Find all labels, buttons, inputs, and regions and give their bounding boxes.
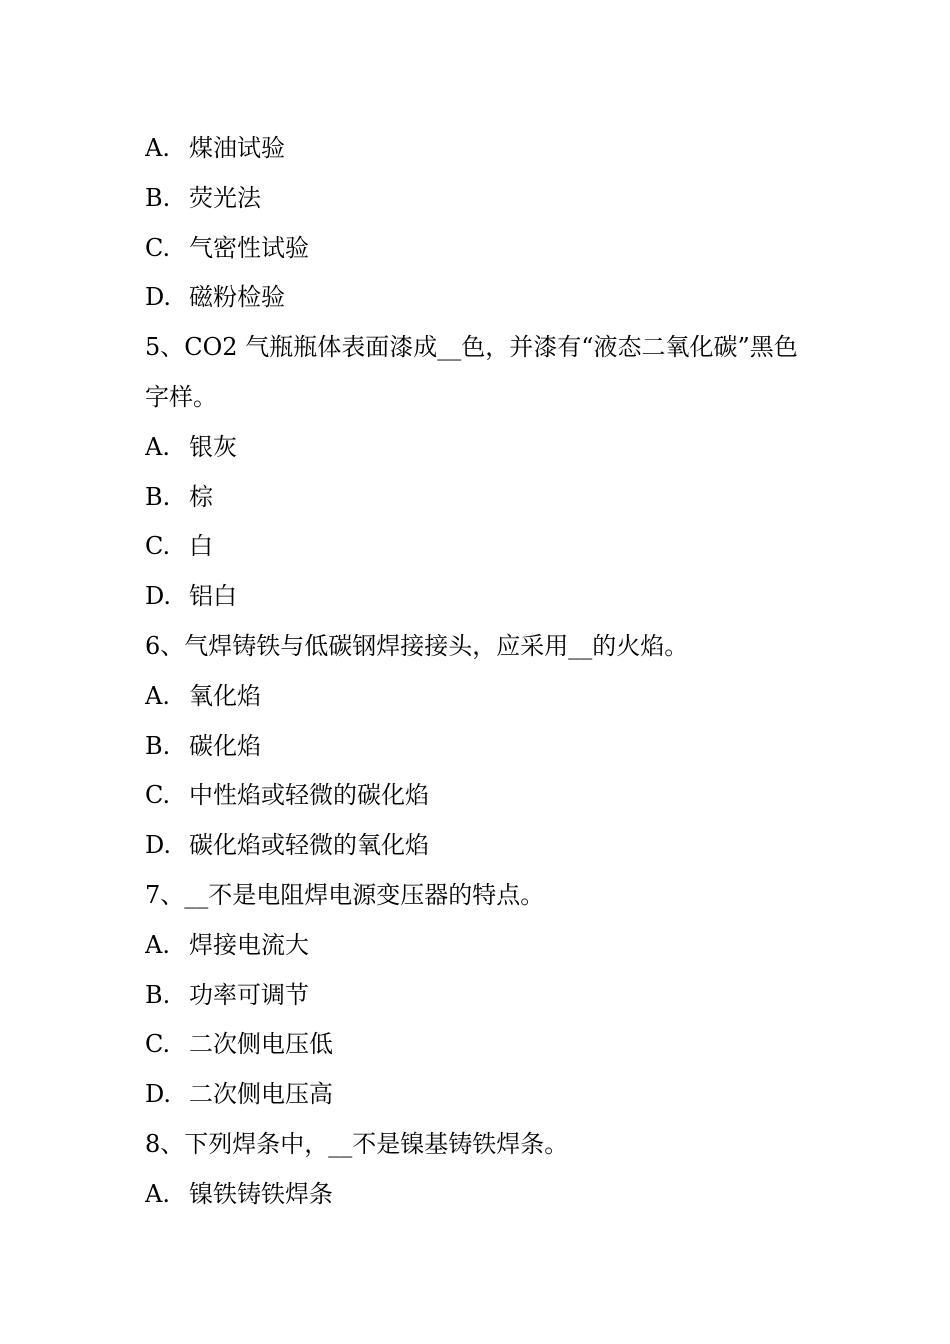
option-q8-a [145, 1170, 815, 1220]
option-q7-d [145, 1070, 815, 1120]
option-letter: A. [145, 432, 170, 461]
option-text: 磁粉检验 [189, 283, 285, 312]
option-letter: C. [145, 1030, 171, 1059]
option-text: 银灰 [189, 432, 237, 461]
option-text: 荧光法 [189, 183, 261, 212]
option-text: 棕 [189, 482, 213, 511]
option-letter: D. [145, 831, 172, 860]
option-letter: A. [145, 930, 170, 959]
option-letter: A. [145, 134, 170, 162]
option-q6-d [145, 821, 815, 871]
exam-content [145, 124, 815, 1220]
option-letter: C. [145, 532, 171, 561]
option-q6-a [145, 672, 815, 722]
option-text: 中性焰或轻微的碳化焰 [189, 781, 429, 810]
option-letter: B. [145, 980, 171, 1009]
question-6-stem: 6、气焊铸铁与低碳钢焊接接头，应采用__的火焰。 [145, 631, 689, 660]
option-letter: A. [145, 1179, 170, 1208]
option-text: 焊接电流大 [189, 930, 309, 959]
option-text: 功率可调节 [189, 980, 309, 1009]
option-letter: A. [145, 681, 170, 710]
question-7-stem: 7、__不是电阻焊电源变压器的特点。 [145, 880, 545, 909]
option-letter: B. [145, 183, 171, 212]
option-q7-a [145, 921, 815, 971]
option-q4-b [145, 174, 815, 224]
option-text: 气密性试验 [189, 233, 309, 262]
option-q5-b [145, 473, 815, 523]
option-letter: D. [145, 1080, 172, 1109]
option-q4-c [145, 224, 815, 274]
option-text: 碳化焰或轻微的氧化焰 [189, 831, 429, 860]
option-text: 镍铁铸铁焊条 [189, 1179, 333, 1208]
question-8-stem: 8、下列焊条中，__不是镍基铸铁焊条。 [145, 1129, 569, 1158]
option-q5-c [145, 522, 815, 572]
option-letter: B. [145, 731, 171, 760]
option-q5-d [145, 572, 815, 622]
option-letter: C. [145, 781, 171, 810]
option-text: 煤油试验 [189, 134, 285, 162]
option-q7-b [145, 971, 815, 1021]
option-letter: D. [145, 283, 172, 312]
question-5-stem: 5、CO2 气瓶瓶体表面漆成__色，并漆有“液态二氧化碳”黑色字样。 [145, 333, 798, 411]
option-text: 二次侧电压低 [189, 1030, 333, 1059]
option-text: 白 [189, 532, 213, 561]
option-letter: B. [145, 482, 171, 511]
option-q4-d [145, 273, 815, 323]
option-letter: C. [145, 233, 171, 262]
option-text: 氧化焰 [189, 681, 261, 710]
option-text: 二次侧电压高 [189, 1080, 333, 1109]
option-text: 铝白 [189, 582, 237, 611]
option-q5-a [145, 423, 815, 473]
option-q6-c [145, 771, 815, 821]
option-text: 碳化焰 [189, 731, 261, 760]
option-q4-a [145, 124, 815, 174]
option-letter: D. [145, 582, 172, 611]
option-q6-b [145, 722, 815, 772]
option-q7-c [145, 1020, 815, 1070]
